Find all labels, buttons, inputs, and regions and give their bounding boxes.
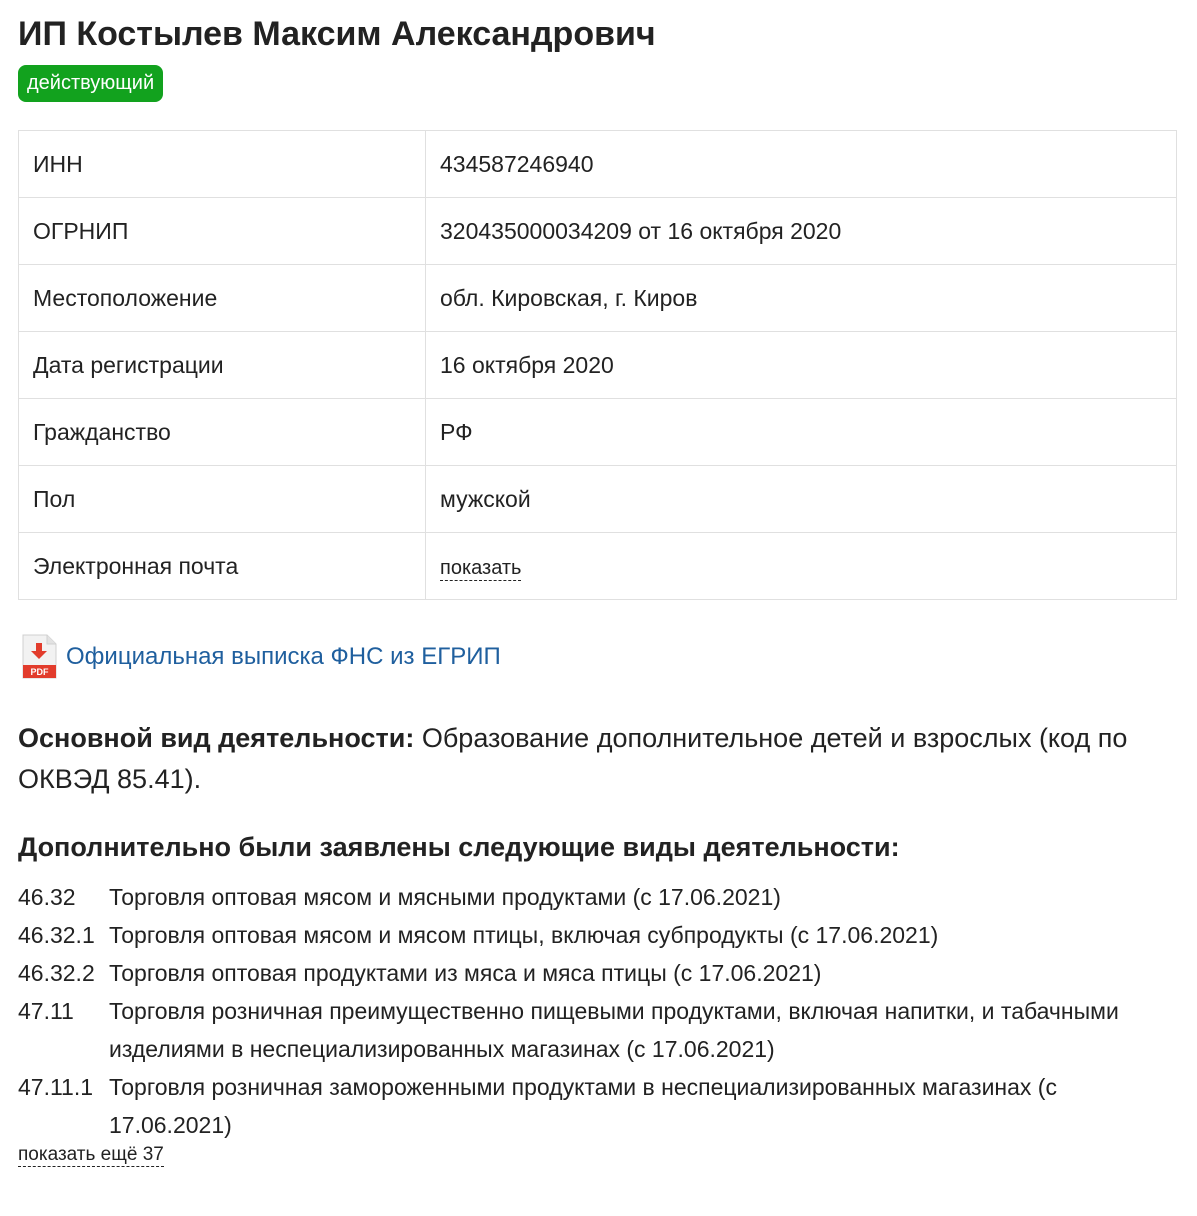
- main-activity-label: Основной вид деятельности:: [18, 723, 415, 753]
- table-row: [19, 399, 1177, 466]
- list-item: [18, 1068, 1177, 1144]
- list-item: [18, 878, 1177, 916]
- row-label-inn: ИНН: [19, 131, 426, 198]
- okved-code: 46.32: [18, 884, 76, 910]
- row-value-location: обл. Кировская, г. Киров: [426, 265, 1177, 332]
- table-row: [19, 198, 1177, 265]
- status-badge: действующий: [18, 65, 163, 102]
- table-row: [19, 265, 1177, 332]
- table-row: [19, 332, 1177, 399]
- okved-description: Торговля оптовая мясом и мясом птицы, включая субпродукты (с 17.06.2021): [109, 922, 939, 948]
- table-row: [19, 131, 1177, 198]
- okved-description: Торговля оптовая продуктами из мяса и мяса птицы (с 17.06.2021): [109, 960, 822, 986]
- extract-row: [18, 634, 1177, 680]
- list-item: [18, 954, 1177, 992]
- fns-extract-link[interactable]: Официальная выписка ФНС из ЕГРИП: [66, 643, 501, 670]
- row-value-citizenship: РФ: [426, 399, 1177, 466]
- show-email-link[interactable]: показать: [440, 556, 522, 579]
- additional-activities-heading: Дополнительно были заявлены следующие виды деятельности:: [18, 832, 900, 862]
- row-value-email: [426, 533, 1177, 600]
- row-value-registration-date: 16 октября 2020: [426, 332, 1177, 399]
- okved-list: [18, 878, 1177, 1144]
- pdf-file-icon[interactable]: [20, 634, 58, 680]
- row-label-location: Местоположение: [19, 265, 426, 332]
- row-label-gender: Пол: [19, 466, 426, 533]
- row-label-email: Электронная почта: [19, 533, 426, 600]
- okved-description: Торговля розничная преимущественно пищевыми продуктами, включая напитки, и табачными изделиями в неспециализированных магазинах (с 17.06.2021): [109, 998, 1119, 1062]
- row-label-ogrnip: ОГРНИП: [19, 198, 426, 265]
- okved-description: Торговля розничная замороженными продуктами в неспециализированных магазинах (с 17.06.2021): [109, 1074, 1057, 1138]
- table-row: [19, 533, 1177, 600]
- row-label-citizenship: Гражданство: [19, 399, 426, 466]
- okved-code: 46.32.1: [18, 922, 95, 948]
- table-row: [19, 466, 1177, 533]
- row-value-inn: 434587246940: [426, 131, 1177, 198]
- row-label-registration-date: Дата регистрации: [19, 332, 426, 399]
- page-title: ИП Костылев Максим Александрович: [18, 15, 656, 53]
- okved-code: 47.11: [18, 998, 74, 1024]
- svg-text:PDF: PDF: [30, 667, 49, 677]
- row-value-gender: мужской: [426, 466, 1177, 533]
- okved-code: 46.32.2: [18, 960, 95, 986]
- list-item: [18, 992, 1177, 1068]
- show-more-link[interactable]: показать ещё 37: [18, 1144, 164, 1165]
- row-value-ogrnip: 320435000034209 от 16 октября 2020: [426, 198, 1177, 265]
- show-more-row: [18, 1144, 1177, 1166]
- info-table: [18, 130, 1177, 600]
- list-item: [18, 916, 1177, 954]
- main-activity: [18, 718, 1177, 800]
- okved-code: 47.11.1: [18, 1074, 94, 1100]
- okved-description: Торговля оптовая мясом и мясными продуктами (с 17.06.2021): [109, 884, 781, 910]
- main-activity-text: Образование дополнительное детей и взрослых (код по ОКВЭД 85.41).: [18, 723, 1128, 794]
